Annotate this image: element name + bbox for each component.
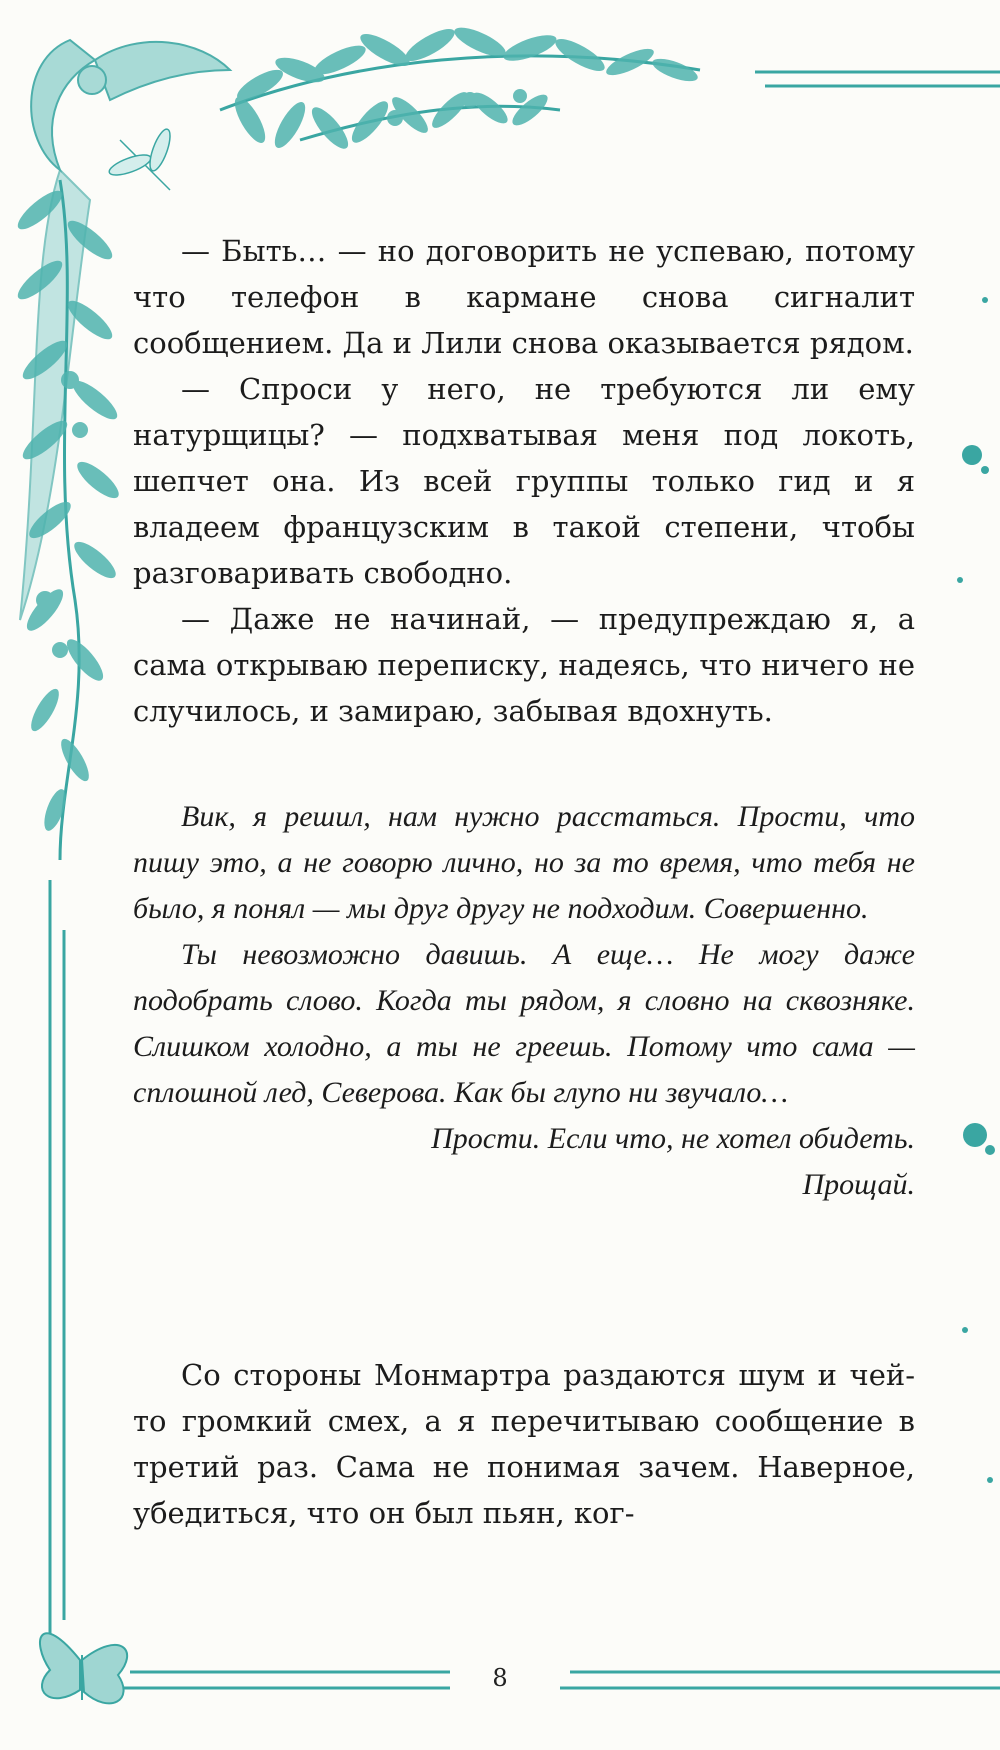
- left-border-lines: [50, 880, 64, 1640]
- paint-splashes: [957, 297, 995, 1483]
- paragraph: — Даже не начинай, — предупреждаю я, а сама открываю переписку, надеясь, что ничего не случилось, и замираю, забывая вдохнуть.: [133, 602, 915, 728]
- message-paragraph: Вик, я решил, нам нужно расстаться. Прости, что пишу это, а не говорю лично, но за то время, что тебя не было, я понял — мы друг другу не подходим. Совершенно.: [133, 800, 915, 925]
- paragraph: — Спроси у него, не требуются ли ему натурщицы? — подхватывая меня под локоть, шепчет она. Из всей группы только гид и я владеем французским в такой степени, чтобы разговаривать свободно.: [133, 372, 915, 590]
- page-number: 8: [492, 1664, 508, 1692]
- top-leaves: [229, 22, 700, 154]
- message-signoff: Прости. Если что, не хотел обидеть.: [431, 1122, 915, 1155]
- paragraph: — Быть… — но договорить не успеваю, потому что телефон в кармане снова сигналит сообщением. Да и Лили снова оказывается рядом.: [133, 234, 915, 360]
- narrative-bottom: [133, 1352, 915, 1536]
- top-border-lines: [755, 72, 1000, 86]
- message-farewell: Прощай.: [802, 1168, 915, 1201]
- narrative-top: [133, 228, 915, 734]
- paragraph: Со стороны Монмартра раздаются шум и чей-то громкий смех, а я перечитываю сообщение в третий раз. Сама не понимая зачем. Наверное, убедиться, что он был пьян, ког-: [133, 1358, 915, 1530]
- dragonfly-icon: [107, 127, 174, 190]
- message-paragraph: Ты невозможно давишь. А еще… Не могу даже подобрать слово. Когда ты рядом, я словно на сквозняке. Слишком холодно, а ты не греешь. Потому что сама — сплошной лед, Северова. Как бы глупо ни звучало…: [133, 938, 915, 1109]
- text-message: [133, 794, 915, 1208]
